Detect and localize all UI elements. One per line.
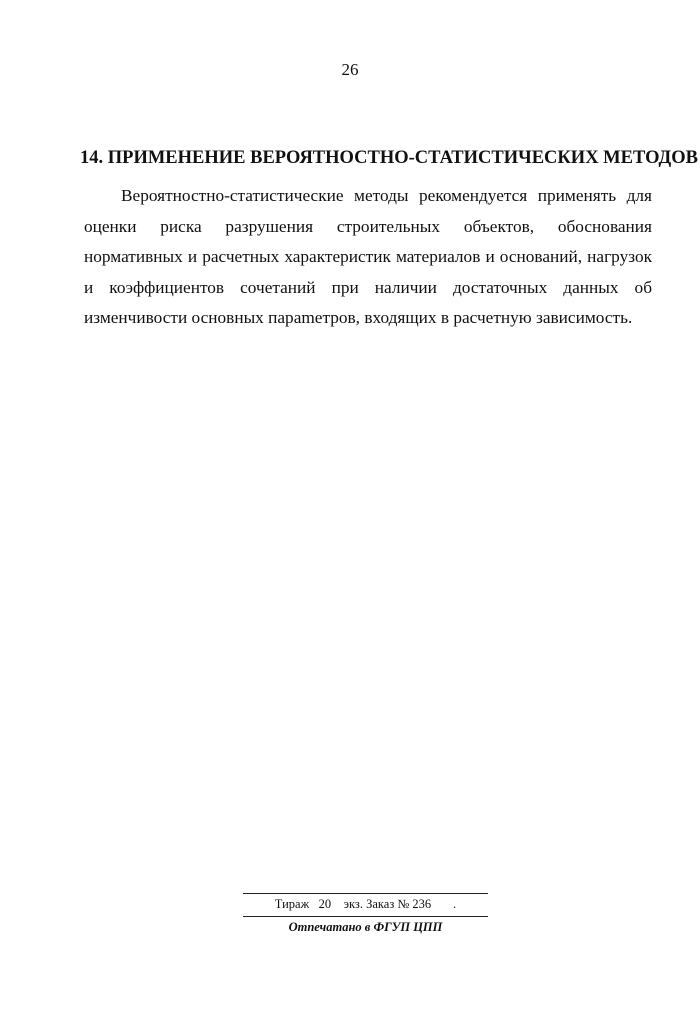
page-number: 26: [341, 60, 359, 79]
section-heading: 14. ПРИМЕНЕНИЕ ВЕРОЯТНОСТНО-СТАТИСТИЧЕСКИХ МЕТОДОВ: [80, 148, 699, 168]
imprint-top-rule: [243, 893, 488, 894]
imprint-bottom-rule: [243, 916, 488, 917]
imprint-print-run: Тираж 20 экз. Заказ № 236 .: [274, 897, 457, 911]
section-paragraph: Вероятностно-статистические методы рекомендуется применять для оценки риска разрушения строительных объектов, обоснования нормативных и расчетных характеристик материалов и оснований, нагрузок и коэффициентов сочетаний при наличии достаточных данных об изменчивости основных параmетров, входящих в расчетную зависимость.: [84, 186, 652, 327]
imprint-printed-by: Отпечатано в ФГУП ЦПП: [288, 920, 443, 934]
